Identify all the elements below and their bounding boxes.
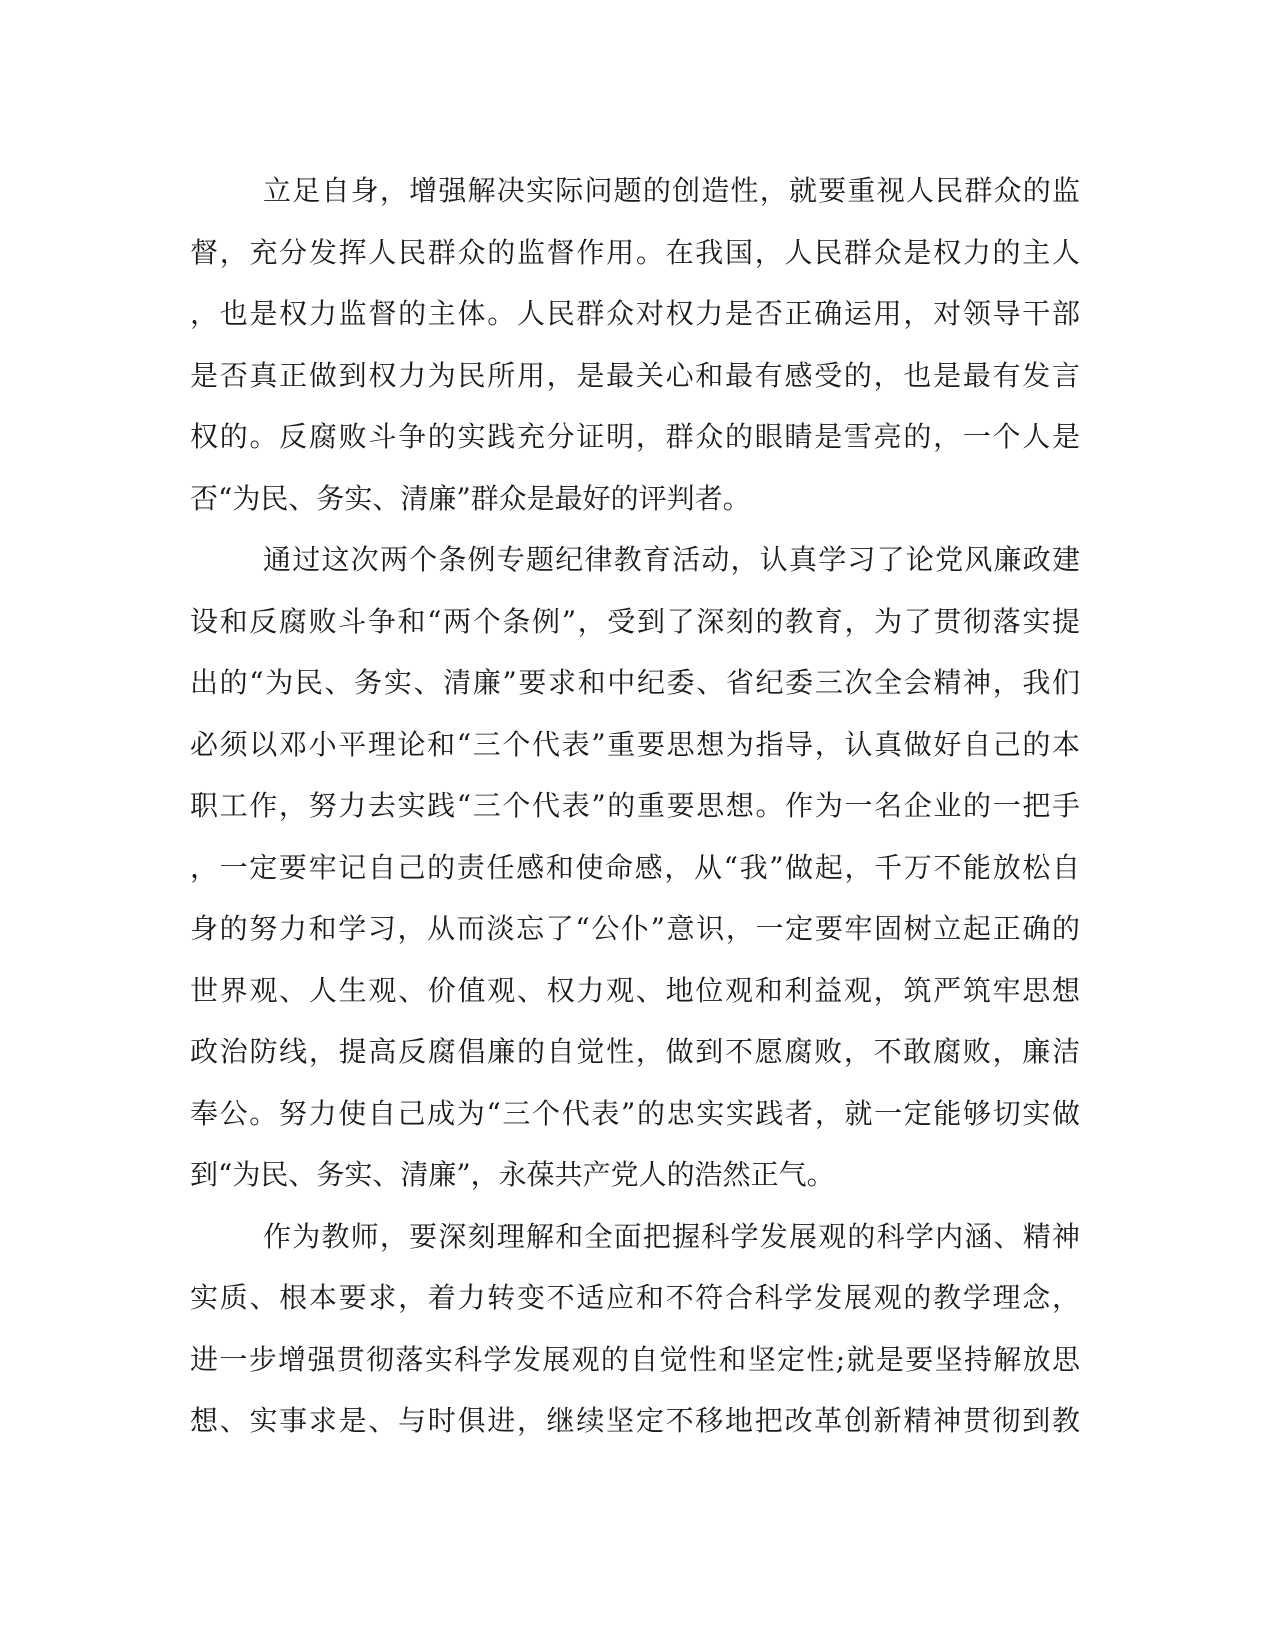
text-line: 实质、根本要求，着力转变不适应和不符合科学发展观的教学理念，: [190, 1281, 1080, 1314]
text-line: 政治防线，提高反腐倡廉的自觉性，做到不愿腐败，不敢腐败，廉洁: [190, 1035, 1080, 1068]
text-line: 否“为民、务实、清廉”群众是最好的评判者。: [190, 481, 751, 515]
text-line: 通过这次两个条例专题纪律教育活动，认真学习了论党风廉政建: [263, 543, 1080, 576]
text-line: ，也是权力监督的主体。人民群众对权力是否正确运用，对领导干部: [190, 297, 1080, 330]
text-line: ，一定要牢记自己的责任感和使命感，从“我”做起，千万不能放松自: [190, 850, 1080, 884]
text-line: 世界观、人生观、价值观、权力观、地位观和利益观，筑严筑牢思想: [190, 973, 1080, 1007]
text-line: 身的努力和学习，从而淡忘了“公仆”意识，一定要牢固树立起正确的: [190, 912, 1080, 945]
text-line: 作为教师，要深刻理解和全面把握科学发展观的科学内涵、精神: [263, 1219, 1080, 1253]
text-line: 权的。反腐败斗争的实践充分证明，群众的眼睛是雪亮的，一个人是: [190, 420, 1080, 453]
text-line: 立足自身，增强解决实际问题的创造性，就要重视人民群众的监: [263, 174, 1080, 207]
text-line: 出的“为民、务实、清廉”要求和中纪委、省纪委三次全会精神，我们: [190, 666, 1080, 699]
text-line: 设和反腐败斗争和“两个条例”，受到了深刻的教育，为了贯彻落实提: [190, 604, 1080, 638]
text-line: 职工作，努力去实践“三个代表”的重要思想。作为一名企业的一把手: [190, 789, 1080, 822]
text-line: 督，充分发挥人民群众的监督作用。在我国，人民群众是权力的主人: [190, 235, 1080, 269]
text-line: 到“为民、务实、清廉”，永葆共产党人的浩然正气。: [190, 1158, 835, 1191]
text-line: 奉公。努力使自己成为“三个代表”的忠实实践者，就一定能够切实做: [190, 1096, 1080, 1130]
body-text: [190, 160, 1080, 1452]
text-line: 想、实事求是、与时俱进，继续坚定不移地把改革创新精神贯彻到教: [190, 1404, 1080, 1437]
text-line: 进一步增强贯彻落实科学发展观的自觉性和坚定性;就是要坚持解放思: [190, 1342, 1080, 1376]
text-line: 是否真正做到权力为民所用，是最关心和最有感受的，也是最有发言: [190, 358, 1080, 392]
text-line: 必须以邓小平理论和“三个代表”重要思想为指导，认真做好自己的本: [190, 727, 1080, 761]
